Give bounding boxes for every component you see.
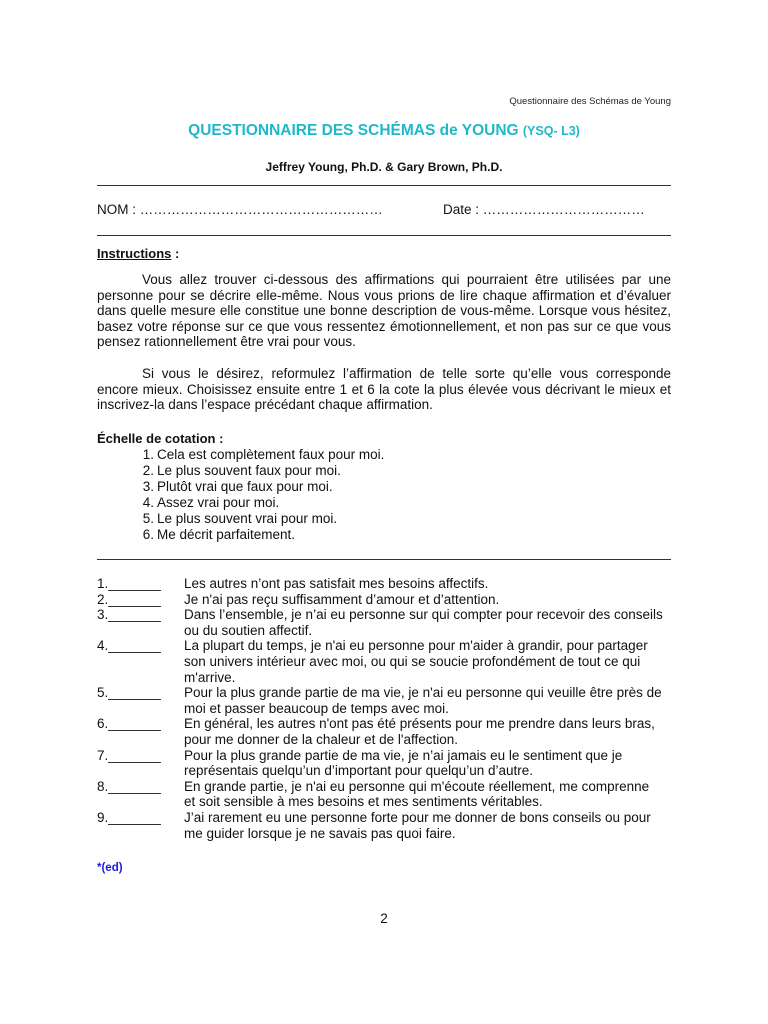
questionnaire-item — [97, 810, 677, 841]
questionnaire-item — [97, 779, 677, 810]
item-text: Les autres n’ont pas satisfait mes besoins affectifs. — [184, 576, 489, 591]
title-main: QUESTIONNAIRE DES SCHÉMAS de YOUNG — [188, 122, 519, 139]
scale-option: 4. Assez vrai pour moi. — [142, 495, 280, 510]
answer-blank[interactable]: 1._______ — [97, 576, 161, 591]
nom-blank: ……………………………………………… — [139, 202, 383, 217]
instructions-heading — [97, 246, 179, 261]
date-label: Date : — [443, 202, 480, 217]
answer-blank[interactable]: 7._______ — [97, 747, 161, 763]
instructions-paragraph-1 — [97, 272, 671, 350]
date-field[interactable] — [443, 202, 645, 217]
title-code: (YSQ- L3) — [522, 124, 580, 138]
instructions-paragraph-1-text: Vous allez trouver ci-dessous des affirmations qui pourraient être utilisées par une personne pour se décrire elle-même. Nous vous prions de lire chaque affirmation et d’évaluer dans quelle mesure elle constitue une bonne description de vous-même. Lorsque vous hésitez, basez votre réponse sur ce que vous ressentez émotionnellement, et non pas sur ce que vous pensez rationnellement être vrai pour vous. — [97, 272, 671, 350]
authors: Jeffrey Young, Ph.D. & Gary Brown, Ph.D. — [265, 160, 503, 174]
questionnaire-item — [97, 607, 677, 638]
item-text: J’ai rarement eu une personne forte pour me donner de bons conseils ou pour me guider lorsque je ne savais pas quoi faire. — [184, 809, 651, 841]
questionnaire-item — [97, 716, 677, 747]
item-text: En général, les autres n'ont pas été présents pour me prendre dans leurs bras, pour me donner de la chaleur et de l'affection. — [184, 716, 655, 747]
questionnaire-item — [97, 685, 677, 716]
item-text: Je n'ai pas reçu suffisamment d’amour et d’attention. — [184, 591, 500, 607]
answer-blank[interactable]: 3._______ — [97, 607, 161, 623]
running-header: Questionnaire des Schémas de Young — [509, 96, 671, 107]
nom-label: NOM : — [97, 202, 136, 217]
date-blank: ……………………………… — [482, 202, 645, 217]
instructions-paragraph-2 — [97, 366, 671, 413]
answer-blank[interactable]: 8._______ — [97, 778, 161, 794]
scale-option: 1. Cela est complètement faux pour moi. — [142, 447, 385, 462]
instructions-paragraph-2-text: Si vous le désirez, reformulez l’affirmation de telle sorte qu’elle vous corresponde encore mieux. Choisissez ensuite entre 1 et 6 la cote la plus élevée vous décrivant le mieux et inscrivez-la dans l’espace précédant chaque affirmation. — [97, 366, 671, 413]
instructions-heading-text: Instructions — [97, 246, 172, 261]
item-text: Dans l’ensemble, je n’ai eu personne sur qui compter pour recevoir des conseils ou du soutien affectif. — [184, 607, 663, 638]
questionnaire-item — [97, 592, 677, 608]
scale-option: 2. Le plus souvent faux pour moi. — [142, 463, 341, 478]
scale-option: 6. Me décrit parfaitement. — [142, 527, 296, 542]
answer-blank[interactable]: 4._______ — [97, 638, 161, 654]
item-text: Pour la plus grande partie de ma vie, je n'ai eu personne qui veuille être près de moi et passer beaucoup de temps avec moi. — [184, 685, 662, 716]
answer-blank[interactable]: 6._______ — [97, 716, 161, 732]
footnote: *(ed) — [97, 862, 123, 874]
scale-heading: Échelle de cotation : — [97, 431, 224, 446]
item-text: Pour la plus grande partie de ma vie, je n’ai jamais eu le sentiment que je représentais quelqu’un d’important pour quelqu’un d’autre. — [184, 747, 623, 779]
divider-items — [97, 559, 671, 560]
scale-option: 5. Le plus souvent vrai pour moi. — [142, 511, 338, 526]
nom-field[interactable] — [97, 202, 383, 217]
questionnaire-items — [97, 576, 677, 841]
divider-form — [97, 235, 671, 236]
instructions-heading-colon: : — [175, 246, 180, 261]
questionnaire-item — [97, 748, 677, 779]
answer-blank[interactable]: 5._______ — [97, 685, 161, 701]
scale-option: 3. Plutôt vrai que faux pour moi. — [142, 479, 333, 494]
questionnaire-item — [97, 638, 677, 685]
page-number: 2 — [380, 911, 388, 926]
answer-blank[interactable]: 9._______ — [97, 809, 161, 825]
item-text: La plupart du temps, je n'ai eu personne pour m'aider à grandir, pour partager son univers intérieur avec moi, ou qui se soucie profondément de tout ce qui m'arrive. — [184, 638, 648, 685]
divider-top — [97, 185, 671, 186]
item-text: En grande partie, je n'ai eu personne qui m'écoute réellement, me comprenne et soit sensible à mes besoins et mes sentiments véritables. — [184, 778, 650, 810]
page-title — [0, 122, 768, 140]
questionnaire-item — [97, 576, 677, 592]
answer-blank[interactable]: 2._______ — [97, 591, 161, 607]
scale-list — [128, 447, 384, 543]
